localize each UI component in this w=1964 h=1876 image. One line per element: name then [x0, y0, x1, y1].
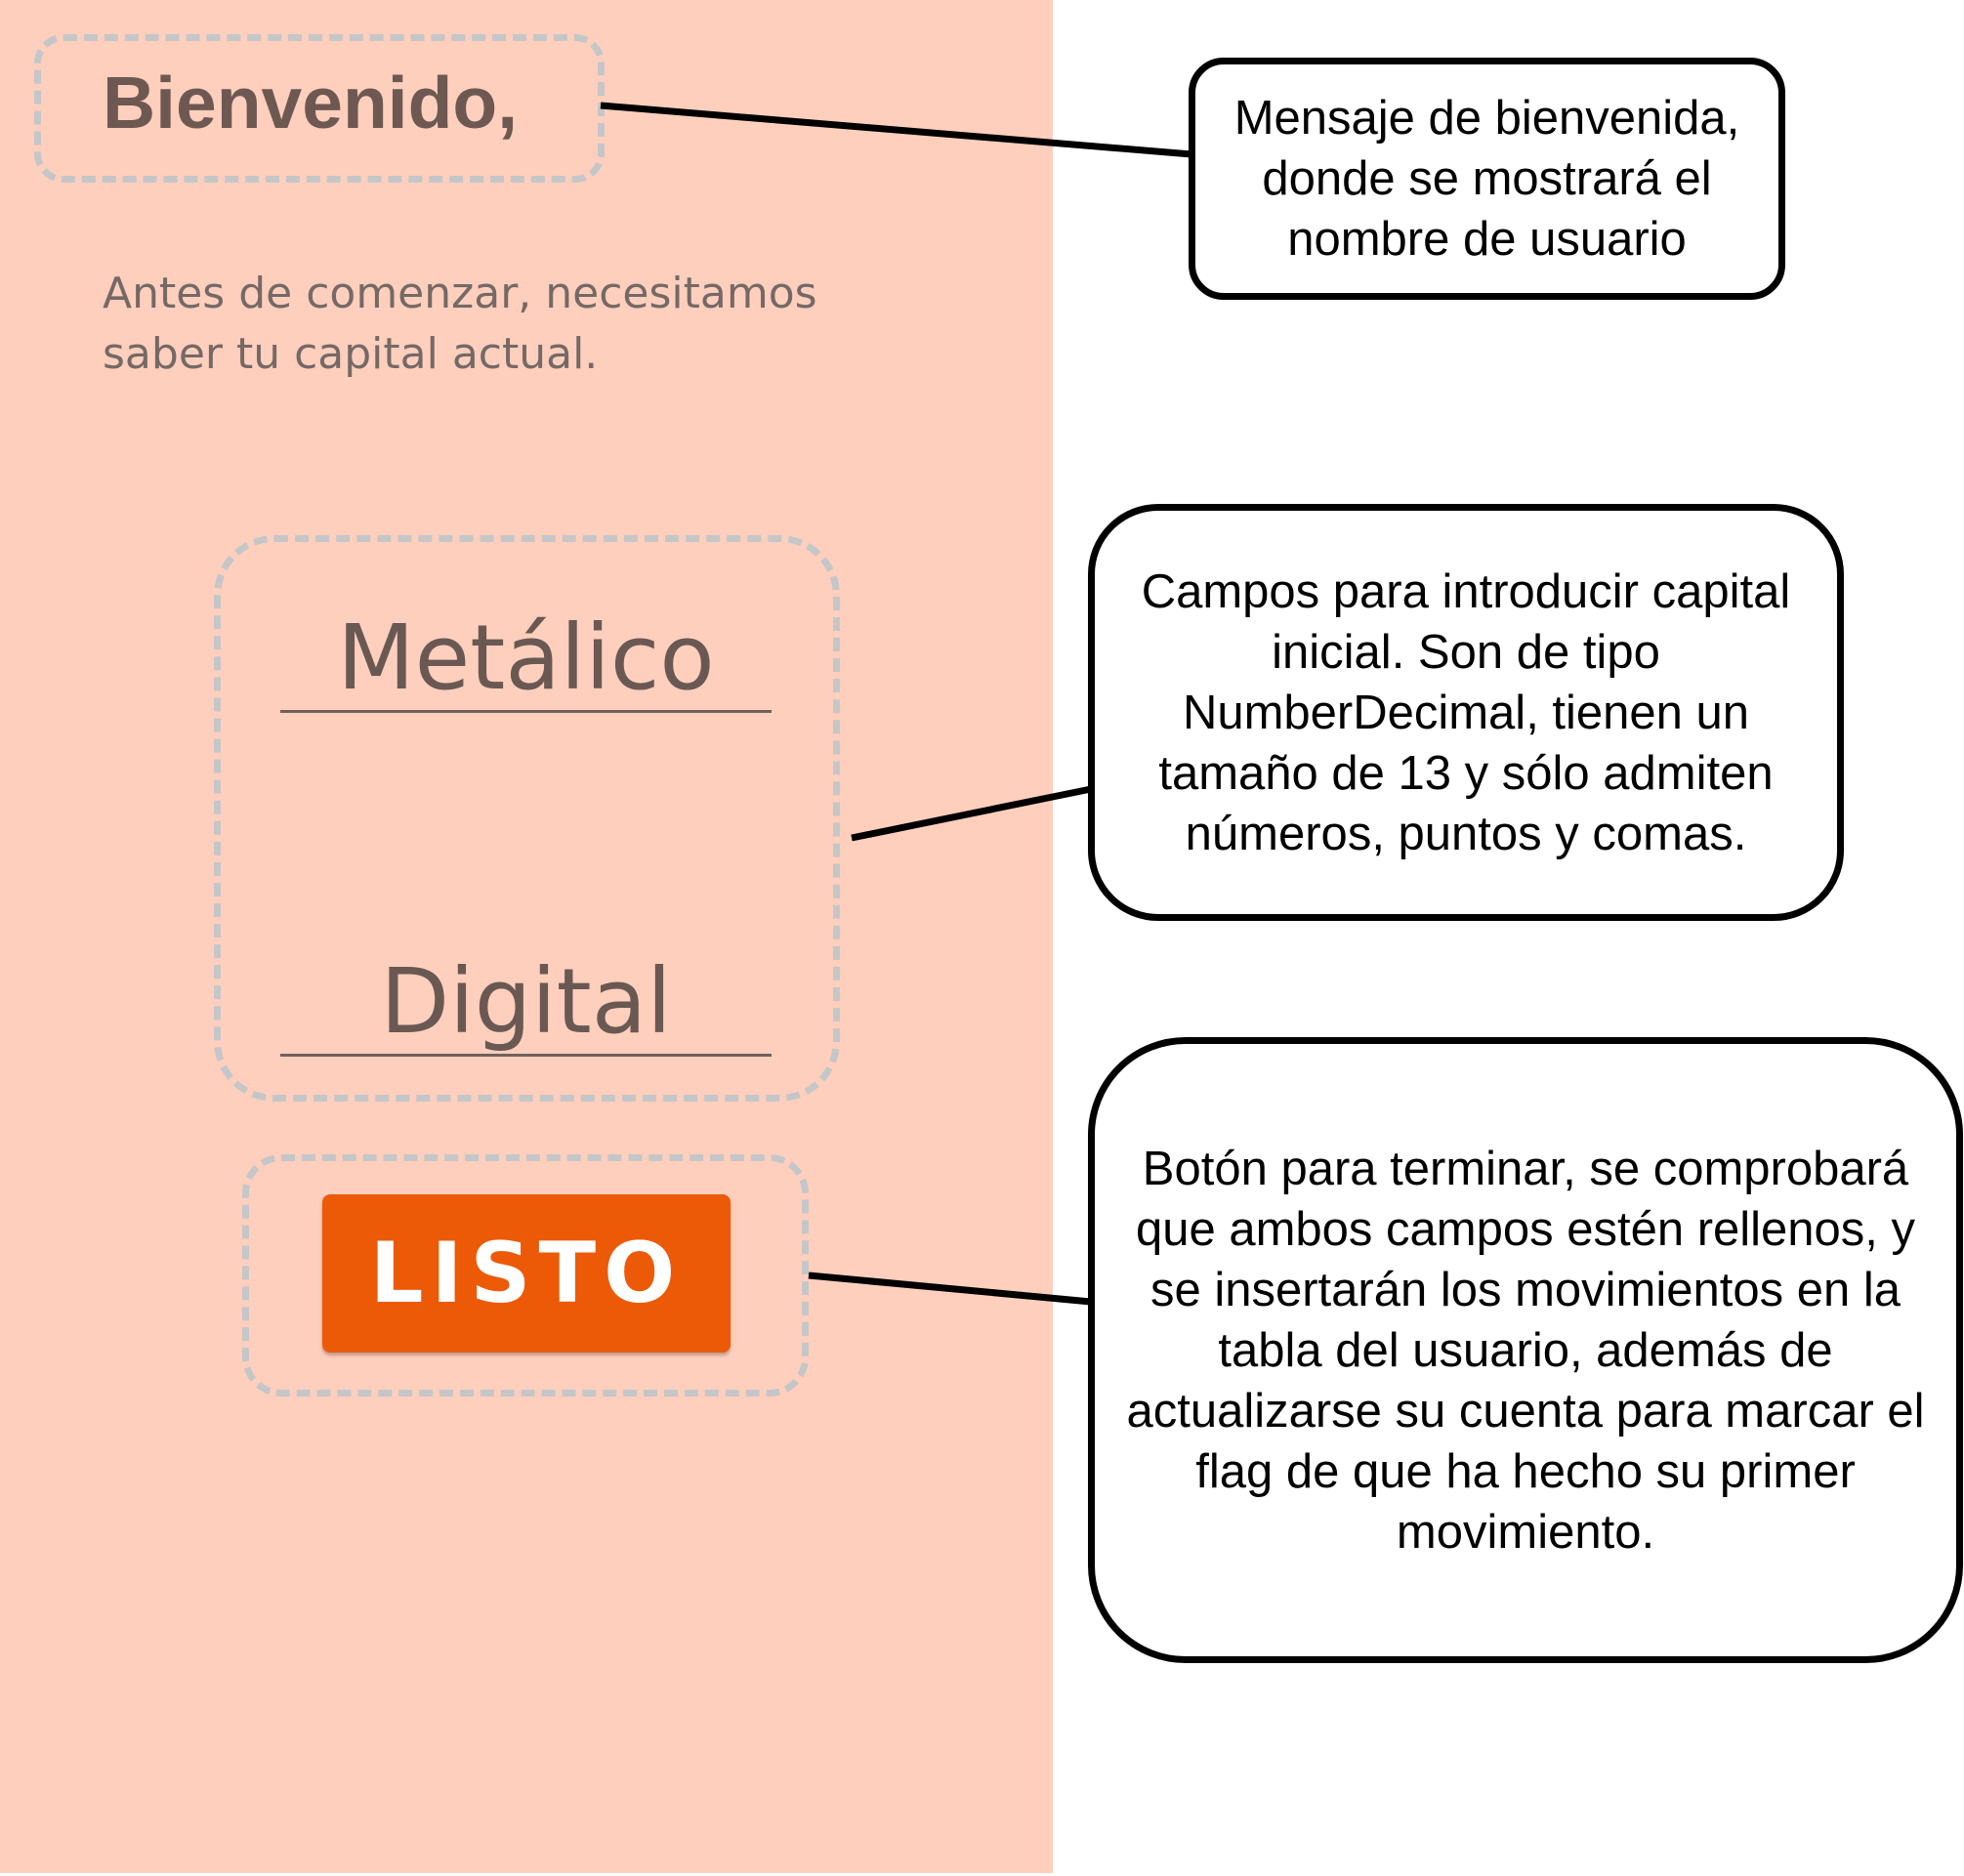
- button-annotation: [1088, 1037, 1963, 1663]
- welcome-title: Bienvenido,: [103, 62, 519, 144]
- button-connector-line: [809, 1275, 1091, 1302]
- welcome-annotation-text: Mensaje de bienvenida, donde se mostrará el nombre de usuario: [1233, 92, 1740, 266]
- welcome-annotation: [1189, 58, 1785, 300]
- fields-annotation: [1088, 504, 1844, 921]
- welcome-connector-line: [601, 105, 1191, 154]
- intro-subtitle: Antes de comenzar, necesitamos saber tu capital actual.: [103, 269, 817, 379]
- fields-connector-line: [852, 789, 1091, 838]
- button-annotation-text: Botón para terminar, se comprobará que ambos campos estén rellenos, y se insertarán los movimientos en la tabla del usuario, además de actualizarse su cuenta para marcar el flag de que ha hecho su primer movimiento.: [1126, 1142, 1925, 1559]
- fields-annotation-text: Campos para introducir capital inicial. Son de tipo NumberDecimal, tienen un tamaño de 13 y sólo admiten números, puntos y comas.: [1141, 564, 1791, 860]
- listo-button[interactable]: LISTO: [322, 1194, 731, 1353]
